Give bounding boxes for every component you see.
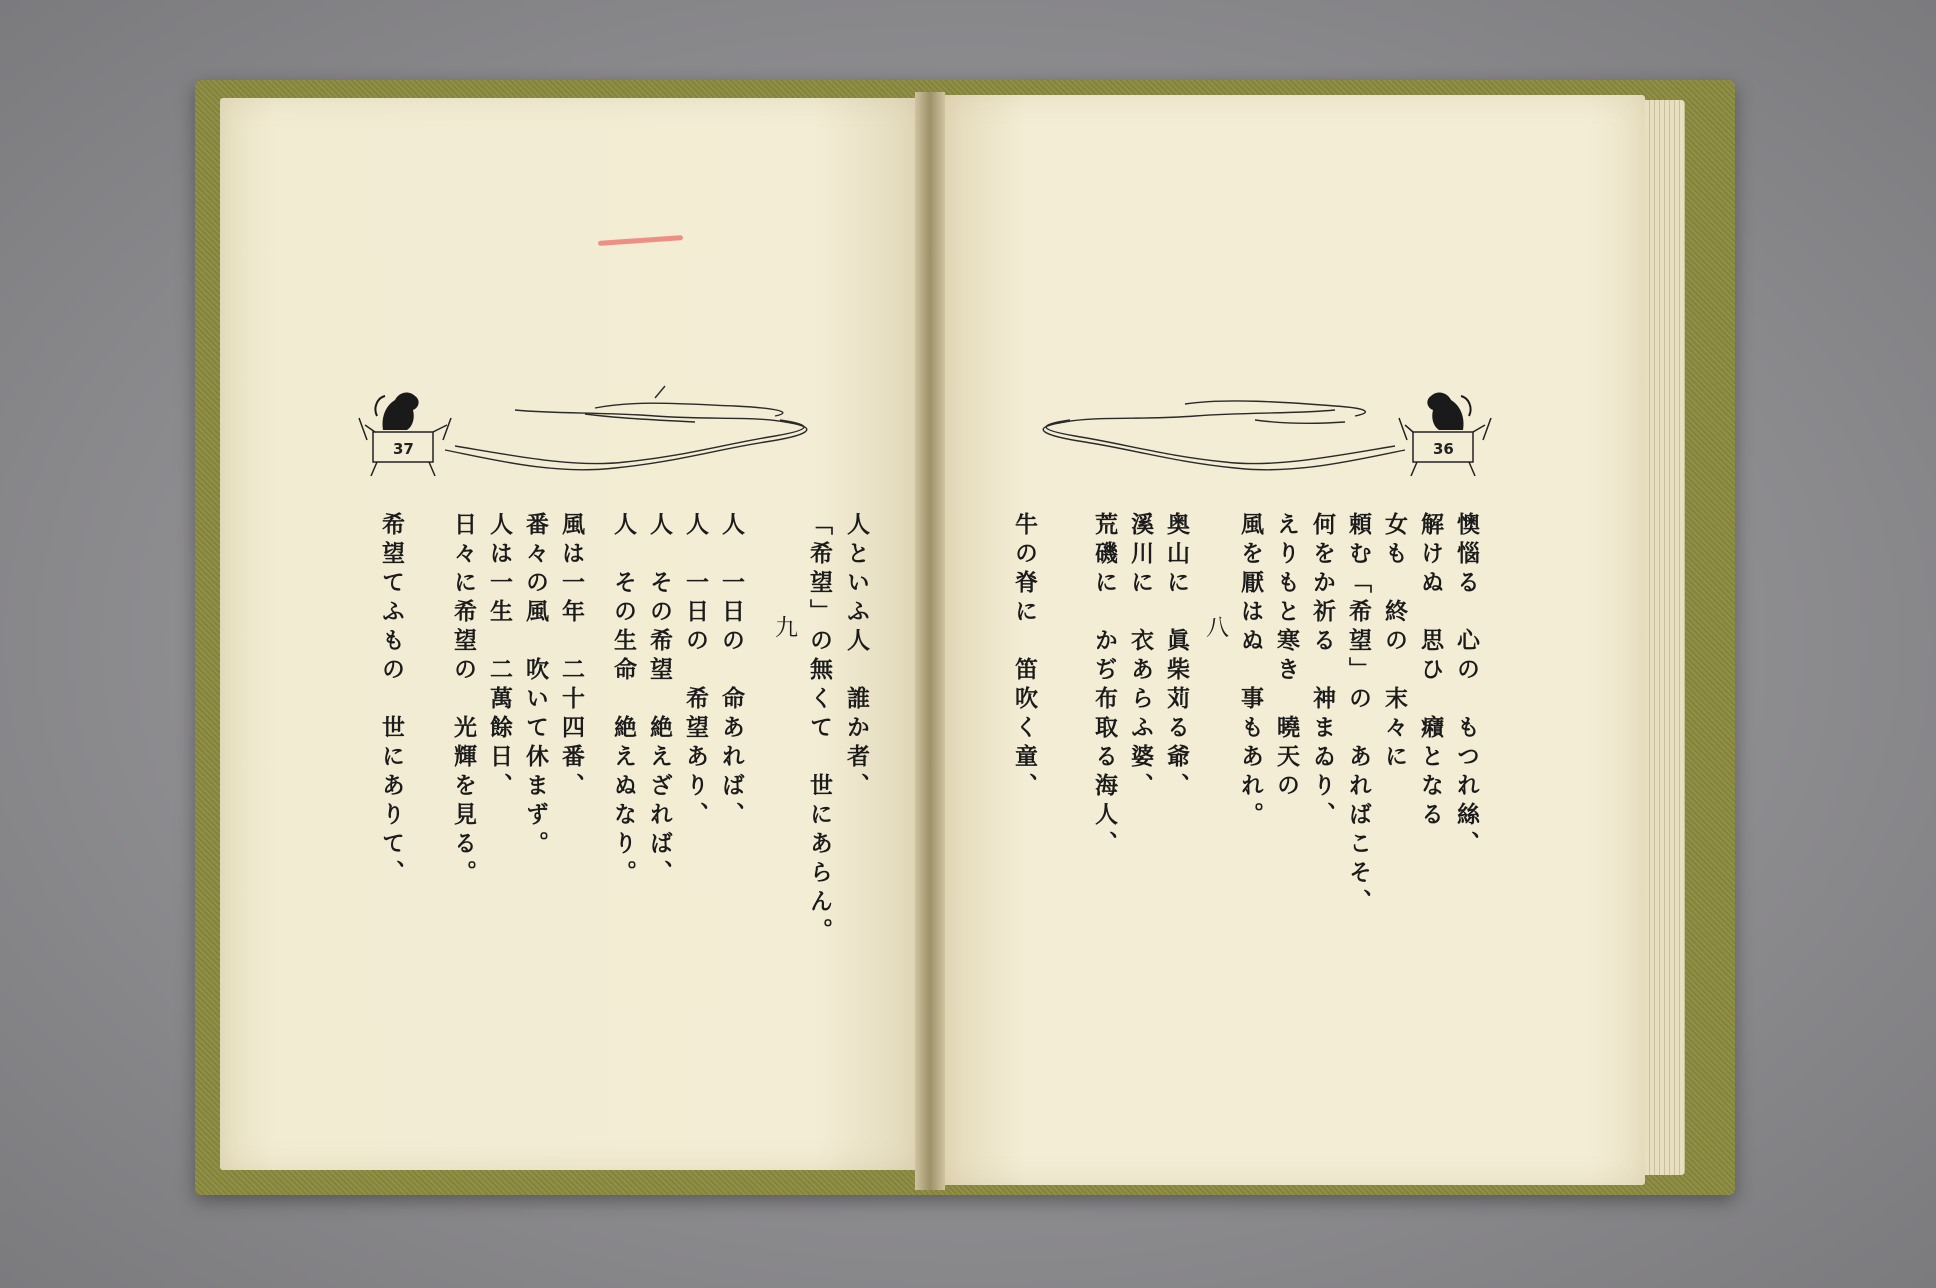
left-page-text: [378, 512, 870, 947]
text-column: 懊惱る 心の もつれ絲、: [1453, 512, 1480, 860]
text-column: 人 一日の 命あれば、: [718, 512, 745, 831]
text-column: 何をか祈る 神まゐり、: [1309, 512, 1336, 831]
text-column: 希望てふもの 世にありて、: [378, 512, 405, 889]
right-page-text: [985, 512, 1485, 918]
section-heading: 八: [1202, 615, 1228, 644]
text-column: 「希望」の無くて 世にあらん。: [806, 512, 833, 947]
text-column: 荒磯に かぢ布取る海人、: [1091, 512, 1118, 860]
book-gutter: [915, 92, 945, 1190]
text-column: 日々に希望の 光輝を見る。: [450, 512, 477, 889]
text-column: 頼む「希望」の あればこそ、: [1345, 512, 1372, 918]
text-column: 牛の脊に 笛吹く童、: [1011, 512, 1038, 802]
text-column: 溪川に 衣あらふ婆、: [1127, 512, 1154, 802]
text-column: 解けぬ 思ひ 癪となる: [1417, 512, 1444, 831]
right-page-number: 36: [1433, 440, 1454, 458]
text-column: 人は一生 二萬餘日、: [486, 512, 513, 802]
text-column: 奥山に 眞柴苅る爺、: [1163, 512, 1190, 802]
text-column: 人 その希望 絶えざれば、: [646, 512, 673, 889]
text-column: 風は一年 二十四番、: [558, 512, 585, 802]
left-header-ornament: [355, 380, 895, 480]
text-column: えりもと寒き 曉天の: [1273, 512, 1300, 802]
page-edges: [1640, 100, 1685, 1175]
text-column: 人といふ人 誰か者、: [843, 512, 870, 802]
text-column: 人 その生命 絶えぬなり。: [610, 512, 637, 889]
text-column: 人 一日の 希望あり、: [682, 512, 709, 831]
left-page-number: 37: [393, 440, 414, 458]
right-header-ornament: [965, 380, 1495, 480]
text-column: 女も 終の 末々に: [1381, 512, 1408, 773]
text-column: 風を厭はぬ 事もあれ。: [1237, 512, 1264, 831]
text-column: 番々の風 吹いて休まず。: [522, 512, 549, 860]
section-heading: 九: [771, 615, 797, 644]
